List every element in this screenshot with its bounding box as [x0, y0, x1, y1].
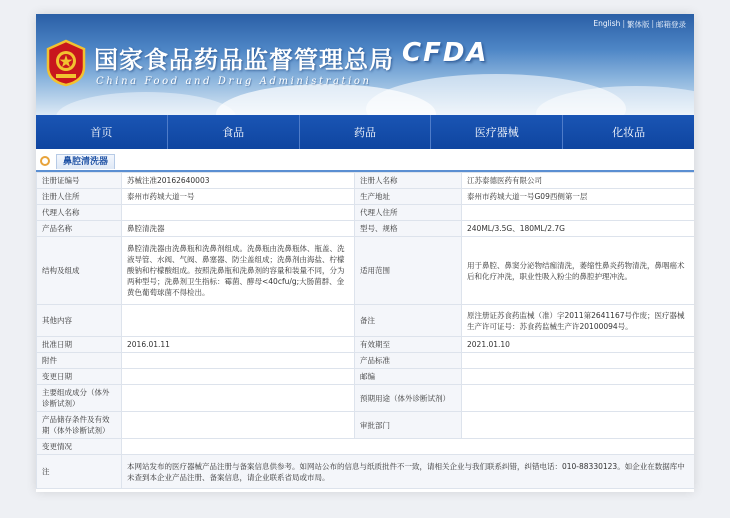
table-row: [37, 385, 695, 412]
field-value: 鼻腔清洗器由洗鼻瓶和洗鼻剂组成。洗鼻瓶由洗鼻瓶体、瓶盖、洗液导管、水阀、气阀、鼻塞器、防尘盖组成；洗鼻剂由海盐、柠檬酸钠和柠檬酸组成。按照洗鼻瓶和洗鼻剂的容量和装量不同，分为两种型号；洗鼻剂卫生指标：霉菌、酵母<40cfu/g;大肠菌群、金黄色葡萄球菌不得检出。: [122, 237, 355, 305]
table-row: [37, 205, 695, 221]
field-label: 结构及组成: [37, 237, 122, 305]
table-row: [37, 439, 695, 455]
table-row: [37, 337, 695, 353]
note-text: 本网站发布的医疗器械产品注册与备案信息供参考。如网站公布的信息与纸质批件不一致，请相关企业与我们联系纠错，纠错电话：010-88330123。如企业在数据库中未查到本企业产品注册、备案信息，请企业联系省局或市局。: [122, 455, 695, 489]
field-value: 江苏泰德医药有限公司: [462, 173, 695, 189]
nav-item-home[interactable]: 首页: [36, 115, 168, 149]
main-nav: [36, 115, 694, 149]
field-value: 鼻腔清洗器: [122, 221, 355, 237]
table-row: [37, 221, 695, 237]
field-value: [122, 369, 355, 385]
section-title: 鼻腔清洗器: [56, 154, 115, 169]
field-label: 注册人住所: [37, 189, 122, 205]
table-row: [37, 369, 695, 385]
table-row: [37, 353, 695, 369]
table-row: [37, 189, 695, 205]
field-value: [462, 205, 695, 221]
field-value: [462, 412, 695, 439]
field-label: 注册人名称: [355, 173, 462, 189]
page-container: [36, 14, 694, 492]
field-label: 其他内容: [37, 305, 122, 337]
field-label: 产品名称: [37, 221, 122, 237]
field-value: 2016.01.11: [122, 337, 355, 353]
field-label: 生产地址: [355, 189, 462, 205]
field-value: 泰州市药城大道一号G09西侧第一层: [462, 189, 695, 205]
nav-item-medical-devices[interactable]: 医疗器械: [431, 115, 563, 149]
note-row: [37, 455, 695, 489]
field-label: 审批部门: [355, 412, 462, 439]
field-value: [122, 412, 355, 439]
field-value: [122, 439, 695, 455]
traditional-chinese-link[interactable]: 繁体版: [626, 20, 650, 29]
field-value: 2021.01.10: [462, 337, 695, 353]
table-row: [37, 237, 695, 305]
english-link[interactable]: English: [593, 19, 621, 28]
field-label: 备注: [355, 305, 462, 337]
field-label: 附件: [37, 353, 122, 369]
table-row: [37, 412, 695, 439]
field-label: 主要组成成分（体外诊断试剂）: [37, 385, 122, 412]
field-label: 型号、规格: [355, 221, 462, 237]
nav-item-food[interactable]: 食品: [168, 115, 300, 149]
field-label: 有效期至: [355, 337, 462, 353]
field-label: 产品储存条件及有效期（体外诊断试剂）: [37, 412, 122, 439]
national-emblem-icon: [44, 39, 88, 87]
field-value: [462, 369, 695, 385]
site-banner: [36, 14, 694, 115]
table-row: [37, 305, 695, 337]
field-value: [122, 305, 355, 337]
field-value: [122, 205, 355, 221]
site-title-english: China Food and Drug Administration: [96, 76, 372, 87]
note-label: 注: [37, 455, 122, 489]
site-title: 国家食品药品监督管理总局: [94, 45, 394, 74]
field-value: [462, 385, 695, 412]
field-label: 变更日期: [37, 369, 122, 385]
top-links: English | 繁体版 | 邮箱登录: [593, 19, 686, 29]
field-label: 预期用途（体外诊断试剂）: [355, 385, 462, 412]
field-label: 邮编: [355, 369, 462, 385]
field-value: 原注册证苏食药监械（准）字2011第2641167号作废；医疗器械生产许可证号：苏食药监械生产许20100094号。: [462, 305, 695, 337]
field-value: [122, 353, 355, 369]
cfda-logo: CFDA: [402, 38, 489, 68]
field-label: 产品标准: [355, 353, 462, 369]
table-row: [37, 173, 695, 189]
field-value: [462, 353, 695, 369]
nav-item-drugs[interactable]: 药品: [300, 115, 432, 149]
field-label: 变更情况: [37, 439, 122, 455]
mail-login-link[interactable]: 邮箱登录: [656, 20, 686, 29]
nav-item-cosmetics[interactable]: 化妆品: [612, 126, 646, 139]
section-header: [36, 152, 694, 172]
field-label: 注册证编号: [37, 173, 122, 189]
field-label: 批准日期: [37, 337, 122, 353]
field-value: 苏械注准20162640003: [122, 173, 355, 189]
field-value: 240ML/3.5G、180ML/2.7G: [462, 221, 695, 237]
field-label: 代理人名称: [37, 205, 122, 221]
field-value: [122, 385, 355, 412]
field-value: 用于鼻腔、鼻窦分泌物结痂清洗，萎缩性鼻炎药物清洗，鼻咽癌术后和化疗冲洗，职业性吸入粉尘的鼻腔护理冲洗。: [462, 237, 695, 305]
product-detail-table: [36, 172, 694, 489]
bullet-icon: [40, 156, 50, 166]
field-label: 代理人住所: [355, 205, 462, 221]
field-value: 泰州市药城大道一号: [122, 189, 355, 205]
field-label: 适用范围: [355, 237, 462, 305]
